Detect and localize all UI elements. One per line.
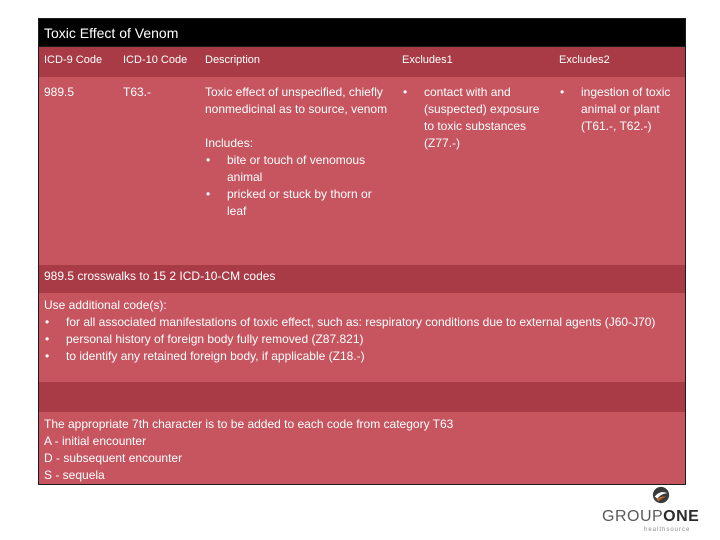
additional-code-item: • for all associated manifestations of toxic effect, such as: respiratory conditions due to external agents (J60-J70): [44, 314, 680, 331]
additional-code-item: • to identify any retained foreign body, if applicable (Z18.-): [44, 348, 680, 365]
description-cell: [205, 84, 390, 220]
col-header-description: Description: [205, 54, 261, 66]
code-row: [39, 77, 685, 265]
additional-code-label: Use additional code(s):: [44, 298, 167, 312]
excludes1-list: [402, 84, 542, 152]
additional-code-item: • personal history of foreign body fully removed (Z87.821): [44, 331, 680, 348]
seventh-character-option: D - subsequent encounter: [44, 451, 183, 465]
groupone-logo: [602, 486, 717, 536]
excludes1-cell: [402, 84, 542, 152]
seventh-character-option: A - initial encounter: [44, 434, 147, 448]
excludes2-cell: [559, 84, 679, 135]
logo-tagline: healthsource: [644, 527, 691, 533]
blank-row: [39, 382, 685, 412]
icd10-code: T63.-: [123, 85, 152, 99]
includes-label: Includes:: [205, 136, 254, 150]
seventh-character-row: [39, 412, 685, 484]
header-row: [39, 47, 685, 77]
excludes2-list: [559, 84, 679, 135]
seventh-character-option: S - sequela: [44, 468, 105, 482]
icd9-code: 989.5: [44, 85, 75, 99]
crosswalk-row: [39, 265, 685, 293]
logo-wordmark: [602, 508, 699, 526]
logo-group: GROUP: [602, 508, 664, 525]
excludes2-item: • ingestion of toxic animal or plant (T61.-, T62.-): [559, 84, 679, 135]
additional-code-row: [39, 293, 685, 382]
includes-item: • pricked or stuck by thorn or leaf: [205, 186, 390, 220]
venom-code-table: [38, 18, 686, 485]
additional-code-list: [44, 314, 680, 365]
col-header-icd9: ICD-9 Code: [44, 54, 103, 66]
includes-list: [205, 152, 390, 220]
excludes1-item: • contact with and (suspected) exposure to toxic substances (Z77.-): [402, 84, 542, 152]
description-text: Toxic effect of unspecified, chiefly nonmedicinal as to source, venom: [205, 85, 388, 116]
table-title: Toxic Effect of Venom: [39, 19, 685, 47]
logo-one: ONE: [663, 508, 700, 525]
logo-swirl-icon: [652, 486, 670, 504]
seventh-character-intro: The appropriate 7th character is to be added to each code from category T63: [44, 417, 454, 431]
col-header-excludes1: Excludes1: [402, 54, 453, 66]
crosswalk-text: 989.5 crosswalks to 15 2 ICD-10-CM codes: [44, 269, 276, 283]
col-header-excludes2: Excludes2: [559, 54, 610, 66]
col-header-icd10: ICD-10 Code: [123, 54, 188, 66]
includes-item: • bite or touch of venomous animal: [205, 152, 390, 186]
